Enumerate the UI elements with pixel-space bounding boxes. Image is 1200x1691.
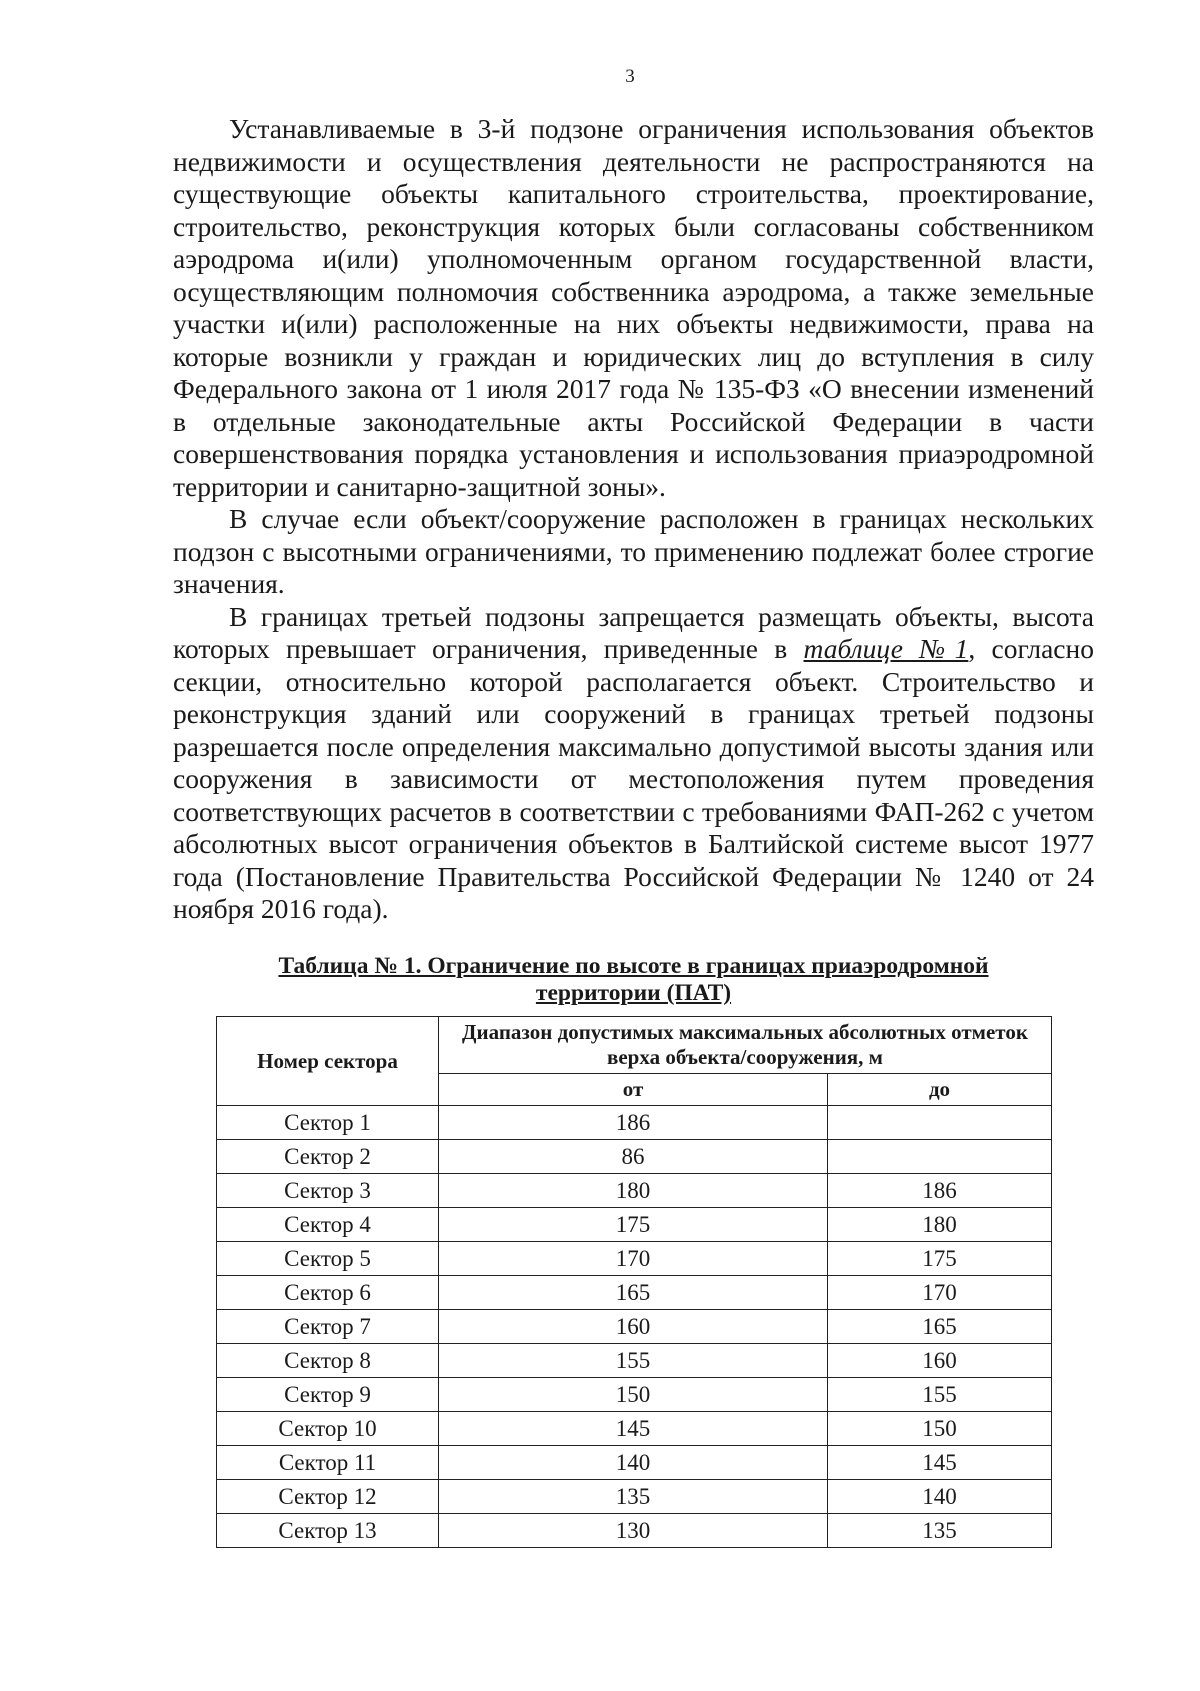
- cell-from: 155: [439, 1344, 828, 1378]
- table-row: [217, 1106, 1052, 1140]
- cell-to: 160: [828, 1344, 1052, 1378]
- page-number: 3: [625, 66, 635, 87]
- table-reference-link[interactable]: таблице №1: [803, 633, 969, 664]
- cell-to: 135: [828, 1514, 1052, 1548]
- table-row: [217, 1242, 1052, 1276]
- cell-sector: Сектор 13: [217, 1514, 439, 1548]
- cell-sector: Сектор 10: [217, 1412, 439, 1446]
- cell-from: 150: [439, 1378, 828, 1412]
- cell-to: 175: [828, 1242, 1052, 1276]
- cell-from: 170: [439, 1242, 828, 1276]
- paragraph-2: В случае если объект/сооружение расположен в границах нескольких подзон с высотными ограничениями, то применению подлежат более строгие значения.: [173, 503, 1094, 599]
- cell-sector: Сектор 11: [217, 1446, 439, 1480]
- table-row: [217, 1378, 1052, 1412]
- cell-from: 135: [439, 1480, 828, 1514]
- cell-from: 175: [439, 1208, 828, 1242]
- table-caption-line-1: Таблица № 1. Ограничение по высоте в границах приаэродромной: [278, 953, 989, 979]
- table-row: [217, 1480, 1052, 1514]
- table-row: [217, 1174, 1052, 1208]
- cell-from: 140: [439, 1446, 828, 1480]
- table-caption-line-2: территории (ПАТ): [535, 980, 732, 1006]
- header-sector: Номер сектора: [217, 1017, 439, 1106]
- height-limits-table: [216, 1016, 1052, 1548]
- cell-from: 86: [439, 1140, 828, 1174]
- table-row: [217, 1310, 1052, 1344]
- cell-sector: Сектор 3: [217, 1174, 439, 1208]
- cell-sector: Сектор 4: [217, 1208, 439, 1242]
- cell-from: 160: [439, 1310, 828, 1344]
- cell-to: [828, 1106, 1052, 1140]
- table-row: [217, 1344, 1052, 1378]
- cell-sector: Сектор 7: [217, 1310, 439, 1344]
- cell-to: 155: [828, 1378, 1052, 1412]
- header-range: Диапазон допустимых максимальных абсолютных отметок верха объекта/сооружения, м: [439, 1017, 1052, 1074]
- table-row: [217, 1412, 1052, 1446]
- cell-sector: Сектор 1: [217, 1106, 439, 1140]
- header-from: от: [439, 1074, 828, 1106]
- cell-sector: Сектор 5: [217, 1242, 439, 1276]
- cell-sector: Сектор 12: [217, 1480, 439, 1514]
- cell-from: 186: [439, 1106, 828, 1140]
- cell-to: 186: [828, 1174, 1052, 1208]
- table-caption: [173, 953, 1094, 1007]
- cell-to: 145: [828, 1446, 1052, 1480]
- header-to: до: [828, 1074, 1052, 1106]
- cell-from: 145: [439, 1412, 828, 1446]
- cell-to: 140: [828, 1480, 1052, 1514]
- cell-from: 180: [439, 1174, 828, 1208]
- table-row: [217, 1276, 1052, 1310]
- table-row: [217, 1140, 1052, 1174]
- paragraph-3-start: В границах третьей подзоны запрещается размещать объекты, высота которых превышает ограничения, приведенные в: [173, 600, 1094, 664]
- cell-to: 180: [828, 1208, 1052, 1242]
- cell-from: 130: [439, 1514, 828, 1548]
- cell-sector: Сектор 2: [217, 1140, 439, 1174]
- cell-to: 150: [828, 1412, 1052, 1446]
- cell-to: [828, 1140, 1052, 1174]
- cell-sector: Сектор 8: [217, 1344, 439, 1378]
- paragraph-3-end: , согласно секции, относительно которой располагается объект. Строительство и реконструкция зданий или сооружений в границах третьей подзоны разрешается после определения максимально допустимой высоты здания или сооружения в зависимости от местоположения путем проведения соответствующих расчетов в соответствии с требованиями ФАП-262 с учетом абсолютных высот ограничения объектов в Балтийской системе высот 1977 года (Постановление Правительства Российской Федерации № 1240 от 24 ноября 2016 года).: [173, 633, 1094, 924]
- table-row: [217, 1514, 1052, 1548]
- cell-sector: Сектор 9: [217, 1378, 439, 1412]
- table-body: [217, 1106, 1052, 1548]
- table-row: [217, 1208, 1052, 1242]
- paragraph-3: [173, 601, 1094, 926]
- table-row: [217, 1446, 1052, 1480]
- paragraph-1: Устанавливаемые в 3-й подзоне ограничения использования объектов недвижимости и осуществления деятельности не распространяются на существующие объекты капитального строительства, проектирование, строительство, реконструкция которых были согласованы собственником аэродрома и(или) уполномоченным органом государственной власти, осуществляющим полномочия собственника аэродрома, а также земельные участки и(или) расположенные на них объекты недвижимости, права на которые возникли у граждан и юридических лиц до вступления в силу Федерального закона от 1 июля 2017 года № 135-ФЗ «О внесении изменений в отдельные законодательные акты Российской Федерации в части совершенствования порядка установления и использования приаэродромной территории и санитарно-защитной зоны».: [173, 113, 1094, 502]
- cell-to: 165: [828, 1310, 1052, 1344]
- cell-sector: Сектор 6: [217, 1276, 439, 1310]
- body-text: [173, 113, 1094, 926]
- cell-to: 170: [828, 1276, 1052, 1310]
- cell-from: 165: [439, 1276, 828, 1310]
